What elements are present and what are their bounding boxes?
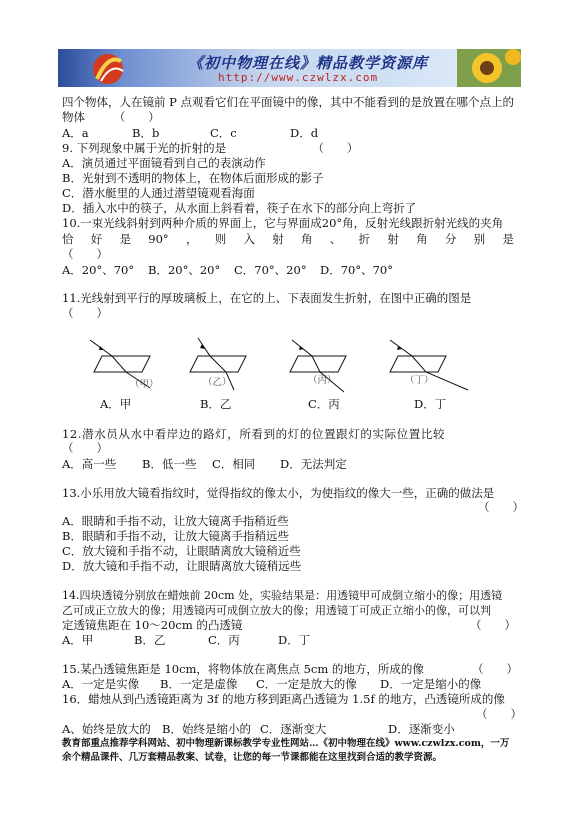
- option[interactable]: C．相同: [212, 457, 256, 471]
- option[interactable]: D．70°、70°: [320, 263, 393, 277]
- q9-option[interactable]: B．光射到不透明的物体上，在物体后面形成的影子: [62, 171, 324, 185]
- option[interactable]: B．20°、20°: [148, 263, 221, 277]
- option[interactable]: D．逐渐变小: [388, 722, 455, 736]
- option[interactable]: A．20°、70°: [62, 263, 135, 277]
- q9-option[interactable]: A．演员通过平面镜看到自己的表演动作: [62, 156, 266, 170]
- q10-line3: （ ）: [62, 247, 108, 261]
- option[interactable]: B．乙: [134, 633, 166, 647]
- q10-char: 射: [387, 232, 399, 246]
- q14-options: [62, 634, 310, 647]
- q10-char: 是: [502, 232, 514, 246]
- q10-char: 角: [301, 232, 313, 246]
- header-banner: [58, 49, 521, 87]
- option[interactable]: C．一定是放大的像: [256, 677, 357, 691]
- q10-options: [62, 264, 393, 277]
- q9-stem: 9. 下列现象中属于光的折射的是 （ ）: [62, 141, 359, 155]
- option[interactable]: A．a: [62, 126, 89, 140]
- q13-option[interactable]: A．眼睛和手指不动，让放大镜离手指稍近些: [62, 514, 289, 528]
- q8-line1: 四个物体，人在镜前 P 点观看它们在平面镜中的像，其中不能看到的是放置在哪个点上的: [62, 95, 515, 109]
- q16-options: [62, 723, 455, 736]
- option[interactable]: D．无法判定: [280, 457, 347, 471]
- q10-char: 是: [119, 232, 132, 246]
- q10-char: ，: [185, 232, 198, 246]
- option[interactable]: C．逐渐变大: [260, 722, 327, 736]
- q13-option[interactable]: C．放大镜和手指不动，让眼睛离放大镜稍近些: [62, 544, 301, 558]
- option[interactable]: B．b: [132, 126, 160, 140]
- q10-char: 好: [90, 232, 103, 246]
- option[interactable]: C．c: [210, 126, 237, 140]
- q10-char: 则: [214, 232, 227, 246]
- q10-char: 射: [272, 232, 284, 246]
- q10-char: 分: [444, 232, 457, 246]
- q10-char: 、: [329, 232, 342, 246]
- option[interactable]: A、始终是放大的: [62, 722, 151, 736]
- q15-paren: （ ）: [472, 662, 518, 676]
- q10-char: 角: [416, 232, 428, 246]
- banner-title: 《初中物理在线》精品教学资源库: [188, 54, 429, 72]
- q16-line1: 16．蜡烛从到凸透镜距离为 3f 的地方移到距离凸透镜为 1.5f 的地方，凸透镜所成的像: [62, 692, 505, 706]
- q11-options: [100, 398, 446, 411]
- fig-label-ding: （丁）: [405, 375, 434, 386]
- option[interactable]: C．丙: [308, 397, 340, 411]
- option[interactable]: D．丁: [278, 633, 311, 647]
- footer-line1: 教育部重点推荐学科网站、初中物理新课标教学专业性网站…《初中物理在线》www.czwlzx.com，一万: [62, 738, 510, 749]
- option[interactable]: D．d: [290, 126, 319, 140]
- q8-line2: 物体 （ ）: [62, 110, 160, 124]
- q10-char: 90°: [148, 232, 169, 246]
- q12-options: [62, 458, 347, 471]
- q13-line1: 13.小乐用放大镜看指纹时，觉得指纹的像太小，为使指纹的像大一些，正确的做法是: [62, 486, 495, 500]
- option[interactable]: D．丁: [414, 397, 447, 411]
- q10-line1: 10.一束光线斜射到两种介质的界面上，它与界面成20°角，反射光线跟折射光线的夹角: [62, 216, 504, 230]
- option[interactable]: A．高一些: [62, 457, 117, 471]
- q13-option[interactable]: B．眼睛和手指不动，让放大镜离手指稍远些: [62, 529, 289, 543]
- q11-line2: （ ）: [62, 306, 108, 320]
- option[interactable]: C．70°、20°: [234, 263, 307, 277]
- q13-option[interactable]: D．放大镜和手指不动，让眼睛离放大镜稍远些: [62, 559, 302, 573]
- q12-line2: （ ）: [62, 441, 108, 455]
- q12-line1: 12.潜水员从水中看岸边的路灯，所看到的灯的位置跟灯的实际位置比较: [62, 427, 446, 441]
- option[interactable]: B．乙: [200, 397, 232, 411]
- q10-char: 折: [358, 232, 371, 246]
- q9-option[interactable]: C．潜水艇里的人通过潜望镜观看海面: [62, 186, 255, 200]
- q11-line1: 11.光线射到平行的厚玻璃板上，在它的上、下表面发生折射，在图中正确的图是: [62, 291, 472, 305]
- q8-options: [62, 127, 318, 140]
- option[interactable]: D．一定是缩小的像: [380, 677, 482, 691]
- q15-stem: 15.某凸透镜焦距是 10cm，将物体放在离焦点 5cm 的地方，所成的像: [62, 662, 424, 676]
- q14-line1: 14.四块透镜分别放在蜡烛前 20cm 处，实验结果是：用透镜甲可成倒立缩小的像；用透镜: [62, 589, 503, 602]
- option[interactable]: A．甲: [100, 397, 132, 411]
- q9-option[interactable]: D．插入水中的筷子，从水面上斜看着，筷子在水下的部分向上弯折了: [62, 201, 417, 215]
- fig-label-bing: （丙）: [308, 375, 337, 386]
- q13-line2: （ ）: [478, 500, 524, 514]
- option[interactable]: A．一定是实像: [62, 677, 140, 691]
- option[interactable]: B．始终是缩小的: [162, 722, 251, 736]
- option[interactable]: B．一定是虚像: [160, 677, 238, 691]
- site-logo-icon: [83, 49, 133, 87]
- q14-line2: 乙可成正立放大的像；用透镜丙可成倒立放大的像；用透镜丁可成正立缩小的像，可以判: [62, 604, 491, 617]
- q14-paren: （ ）: [470, 618, 516, 632]
- fig-label-jia: （甲）: [130, 379, 159, 390]
- sunflower-icon: [457, 49, 521, 87]
- q15-options: [62, 678, 481, 691]
- banner-url[interactable]: http://www.czwlzx.com: [218, 71, 379, 84]
- q10-line2: [62, 233, 514, 246]
- fig-label-yi: （乙）: [203, 377, 232, 388]
- q14-line3: 定透镜焦距在 10～20cm 的凸透镜: [62, 618, 243, 632]
- option[interactable]: B．低一些: [142, 457, 197, 471]
- q16-paren: （ ）: [476, 707, 522, 721]
- footer: [62, 737, 509, 765]
- footer-line2: 余个精品课件、几万套精品教案、试卷，让您的每一节课都能在这里找到合适的教学资源。: [62, 752, 443, 763]
- option[interactable]: C．丙: [208, 633, 240, 647]
- option[interactable]: A．甲: [62, 633, 94, 647]
- q10-char: 入: [243, 232, 255, 246]
- q10-char: 别: [473, 232, 486, 246]
- q10-char: 恰: [62, 232, 74, 246]
